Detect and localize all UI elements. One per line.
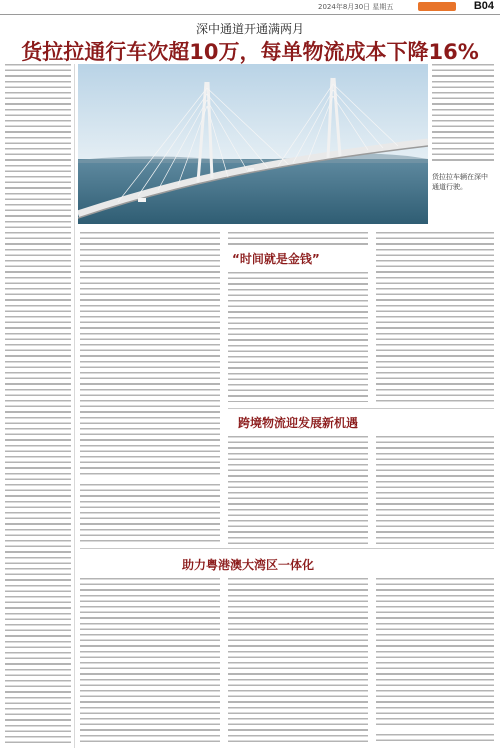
header-date: 2024年8月30日 星期五: [318, 3, 394, 11]
subhead-time-money: “时间就是金钱”: [232, 252, 320, 266]
body-column-2-bottom: [228, 578, 368, 744]
headline: 货拉拉通行车次超10万，每单物流成本下降16%: [21, 40, 479, 64]
body-column-1-lower: [80, 484, 220, 544]
page-number: B04: [473, 0, 494, 12]
body-column-3: [376, 232, 494, 402]
body-column-2: [228, 272, 368, 402]
section-rule: [228, 408, 494, 409]
body-column-2-top: [228, 232, 368, 246]
section-rule-2: [80, 548, 494, 549]
caption-side-text: [432, 64, 494, 164]
credit-line: [376, 734, 494, 744]
section-badge: [418, 2, 456, 11]
subhead-greater-bay: 助力粤港澳大湾区一体化: [182, 558, 315, 572]
body-column-2-lower: [228, 436, 368, 544]
body-column-1: [80, 232, 220, 478]
bridge-photo: [78, 64, 428, 224]
body-column-1-bottom: [80, 578, 220, 744]
bridge-illustration: [78, 64, 428, 224]
left-column-text: [5, 64, 71, 746]
kicker: 深中通道开通满两月: [195, 22, 304, 36]
body-column-3-bottom: [376, 578, 494, 728]
subhead-cross-border: 跨境物流迎发展新机遇: [238, 416, 359, 430]
page-header: [0, 0, 500, 15]
column-divider: [74, 64, 75, 748]
photo-caption: 货拉拉车辆在深中通道行驶。: [432, 173, 488, 191]
body-column-3-lower: [376, 436, 494, 544]
